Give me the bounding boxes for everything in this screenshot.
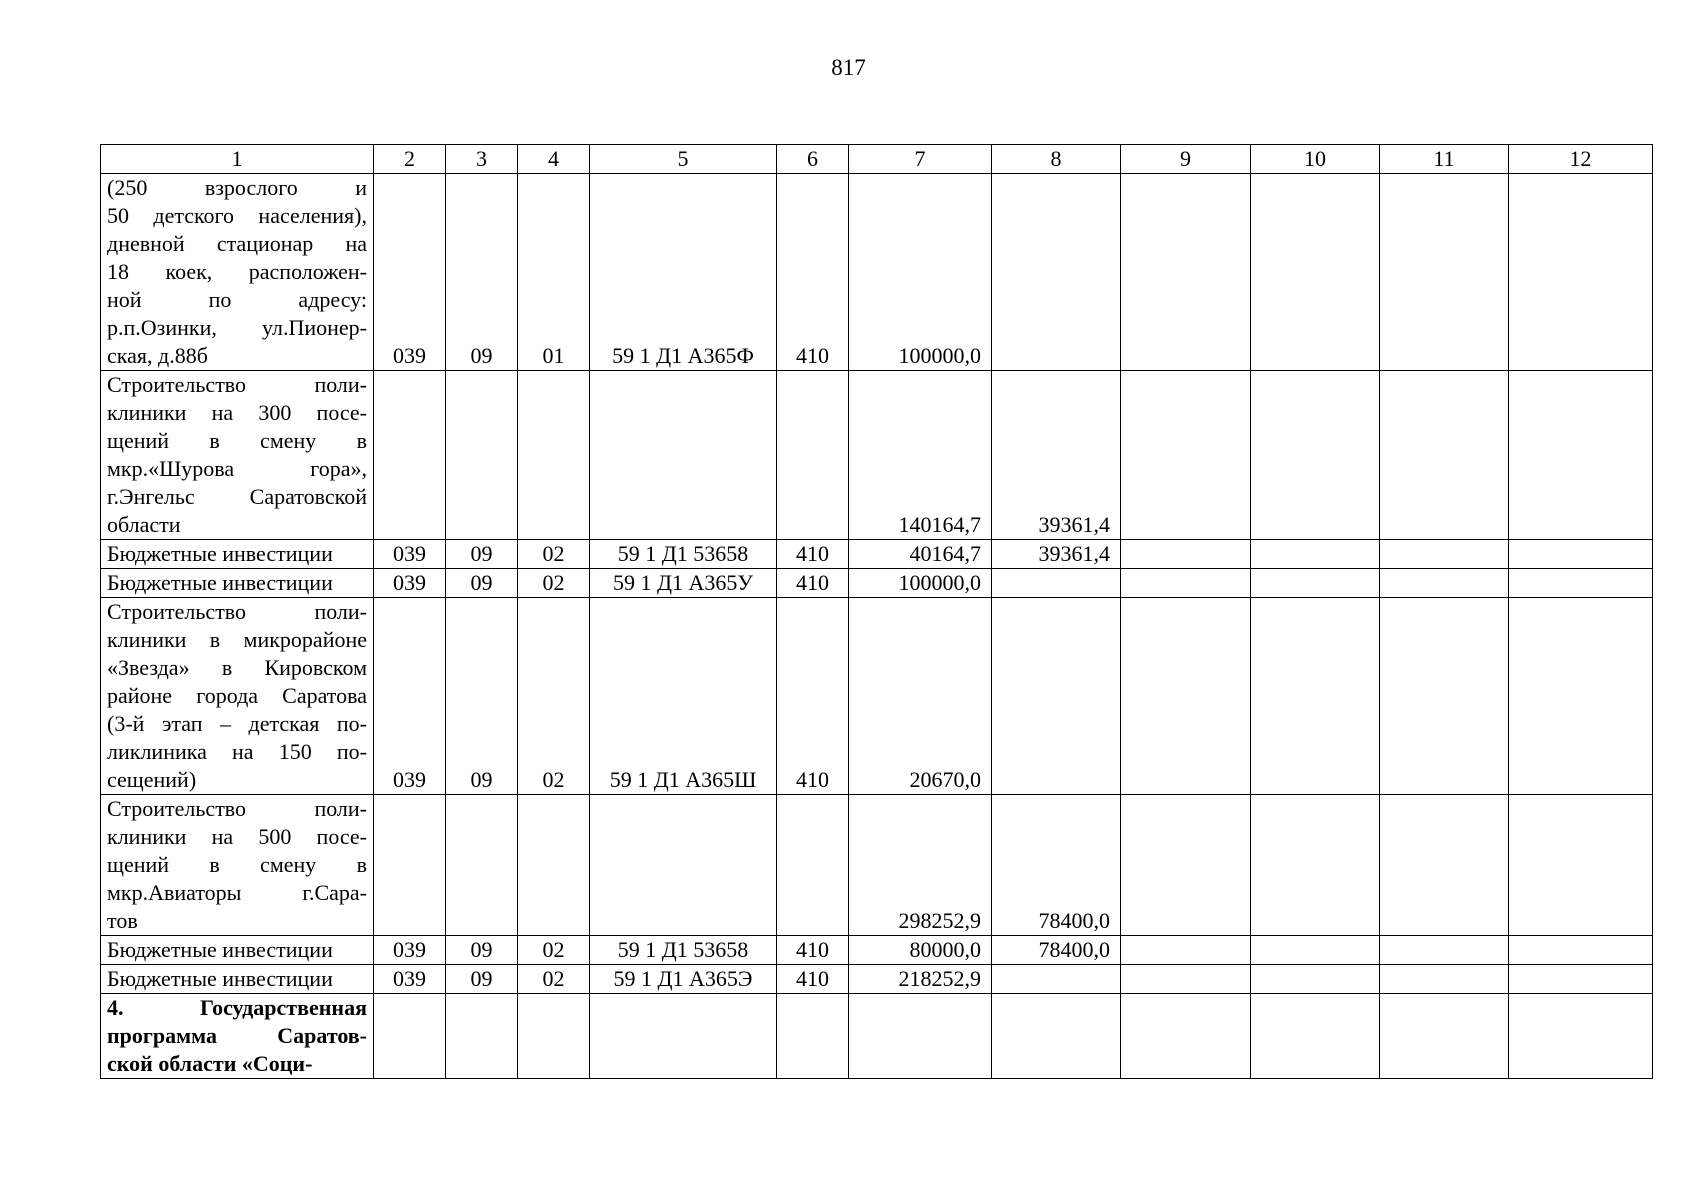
empty-cell-col12	[1509, 174, 1653, 371]
row-description	[101, 174, 374, 371]
section-code: 09	[446, 540, 518, 569]
amount-col7: 100000,0	[849, 569, 992, 598]
empty-cell-col9	[1121, 795, 1251, 936]
section-code	[446, 795, 518, 936]
section-code: 09	[446, 965, 518, 994]
amount-col8: 39361,4	[992, 540, 1121, 569]
column-header: 1	[101, 145, 374, 174]
section-code	[446, 994, 518, 1079]
description-line: ская, д.88б	[107, 343, 208, 368]
subsection-code	[518, 371, 590, 540]
description-line: 50 детского населения),	[107, 203, 367, 228]
description-line: Бюджетные инвестиции	[107, 570, 333, 595]
description-line: щений в смену в	[107, 428, 367, 453]
description-line: ликлиника на 150 по-	[107, 739, 367, 764]
column-header: 7	[849, 145, 992, 174]
section-code: 09	[446, 569, 518, 598]
description-line: «Звезда» в Кировском	[107, 655, 367, 680]
target-item-code	[590, 371, 777, 540]
description-line: сещений)	[107, 767, 197, 792]
empty-cell-col9	[1121, 994, 1251, 1079]
column-header: 10	[1251, 145, 1380, 174]
description-line: Строительство поли-	[107, 599, 367, 624]
expense-type-code	[777, 994, 849, 1079]
expense-type-code: 410	[777, 569, 849, 598]
column-header: 6	[777, 145, 849, 174]
section-code: 09	[446, 936, 518, 965]
description-line: мкр.Авиаторы г.Сара-	[107, 880, 367, 905]
empty-cell-col10	[1251, 569, 1380, 598]
amount-col8	[992, 174, 1121, 371]
description-line: клиники на 300 посе-	[107, 400, 367, 425]
row-description	[101, 569, 374, 598]
empty-cell-col11	[1380, 540, 1509, 569]
empty-cell-col10	[1251, 936, 1380, 965]
expense-type-code: 410	[777, 936, 849, 965]
empty-cell-col12	[1509, 965, 1653, 994]
subsection-code: 02	[518, 569, 590, 598]
amount-col8: 78400,0	[992, 936, 1121, 965]
empty-cell-col10	[1251, 598, 1380, 795]
target-item-code	[590, 795, 777, 936]
row-description	[101, 795, 374, 936]
table-row	[101, 598, 1653, 795]
empty-cell-col11	[1380, 936, 1509, 965]
description-line: Бюджетные инвестиции	[107, 541, 333, 566]
column-header: 3	[446, 145, 518, 174]
chapter-code	[374, 994, 446, 1079]
expense-type-code	[777, 371, 849, 540]
chapter-code: 039	[374, 965, 446, 994]
empty-cell-col12	[1509, 540, 1653, 569]
row-description	[101, 371, 374, 540]
chapter-code: 039	[374, 569, 446, 598]
row-description	[101, 965, 374, 994]
description-line: клиники на 500 посе-	[107, 824, 367, 849]
target-item-code: 59 1 Д1 53658	[590, 540, 777, 569]
empty-cell-col9	[1121, 598, 1251, 795]
section-code: 09	[446, 174, 518, 371]
page-number: 817	[831, 55, 866, 80]
column-header: 11	[1380, 145, 1509, 174]
subsection-code: 01	[518, 174, 590, 371]
description-line: щений в смену в	[107, 852, 367, 877]
row-description	[101, 540, 374, 569]
amount-col7: 40164,7	[849, 540, 992, 569]
chapter-code: 039	[374, 598, 446, 795]
description-line: 18 коек, расположен-	[107, 259, 367, 284]
description-line: дневной стационар на	[107, 231, 367, 256]
description-line: Бюджетные инвестиции	[107, 966, 333, 991]
empty-cell-col9	[1121, 569, 1251, 598]
table-row	[101, 965, 1653, 994]
empty-cell-col9	[1121, 540, 1251, 569]
chapter-code: 039	[374, 936, 446, 965]
row-description	[101, 994, 374, 1079]
amount-col7: 218252,9	[849, 965, 992, 994]
target-item-code: 59 1 Д1 А365Ф	[590, 174, 777, 371]
description-line: р.п.Озинки, ул.Пионер-	[107, 315, 367, 340]
table-row	[101, 540, 1653, 569]
description-line: области	[107, 512, 181, 537]
expense-type-code: 410	[777, 540, 849, 569]
empty-cell-col10	[1251, 994, 1380, 1079]
subsection-code: 02	[518, 540, 590, 569]
description-line: тов	[107, 908, 138, 933]
amount-col8: 78400,0	[992, 795, 1121, 936]
subsection-code: 02	[518, 598, 590, 795]
empty-cell-col10	[1251, 795, 1380, 936]
empty-cell-col10	[1251, 371, 1380, 540]
table-row	[101, 994, 1653, 1079]
section-code	[446, 371, 518, 540]
empty-cell-col11	[1380, 569, 1509, 598]
column-header: 4	[518, 145, 590, 174]
target-item-code: 59 1 Д1 А365Э	[590, 965, 777, 994]
table-row	[101, 569, 1653, 598]
column-header: 5	[590, 145, 777, 174]
table-header-row	[101, 145, 1653, 174]
empty-cell-col11	[1380, 994, 1509, 1079]
table-row	[101, 371, 1653, 540]
empty-cell-col9	[1121, 965, 1251, 994]
empty-cell-col10	[1251, 174, 1380, 371]
empty-cell-col12	[1509, 936, 1653, 965]
subsection-code	[518, 994, 590, 1079]
empty-cell-col12	[1509, 795, 1653, 936]
empty-cell-col12	[1509, 371, 1653, 540]
empty-cell-col9	[1121, 371, 1251, 540]
empty-cell-col10	[1251, 540, 1380, 569]
amount-col8	[992, 965, 1121, 994]
description-line: Строительство поли-	[107, 372, 367, 397]
expense-type-code: 410	[777, 598, 849, 795]
description-line: г.Энгельс Саратовской	[107, 484, 367, 509]
description-line: клиники в микрорайоне	[107, 627, 367, 652]
budget-table-body	[101, 145, 1653, 1079]
empty-cell-col11	[1380, 795, 1509, 936]
empty-cell-col11	[1380, 965, 1509, 994]
description-line: Бюджетные инвестиции	[107, 937, 333, 962]
expense-type-code	[777, 795, 849, 936]
empty-cell-col9	[1121, 174, 1251, 371]
amount-col7: 20670,0	[849, 598, 992, 795]
column-header: 9	[1121, 145, 1251, 174]
description-line: (3-й этап – детская по-	[107, 711, 367, 736]
table-row	[101, 936, 1653, 965]
subsection-code: 02	[518, 965, 590, 994]
amount-col7: 100000,0	[849, 174, 992, 371]
empty-cell-col12	[1509, 569, 1653, 598]
target-item-code	[590, 994, 777, 1079]
description-line: мкр.«Шурова гора»,	[107, 456, 367, 481]
target-item-code: 59 1 Д1 А365У	[590, 569, 777, 598]
description-line: 4. Государственная	[107, 995, 367, 1020]
column-header: 8	[992, 145, 1121, 174]
subsection-code: 02	[518, 936, 590, 965]
subsection-code	[518, 795, 590, 936]
amount-col7	[849, 994, 992, 1079]
description-line: (250 взрослого и	[107, 175, 367, 200]
section-code: 09	[446, 598, 518, 795]
budget-table	[100, 144, 1653, 1079]
chapter-code	[374, 371, 446, 540]
table-row	[101, 795, 1653, 936]
row-description	[101, 598, 374, 795]
description-line: ской области «Соци-	[107, 1051, 313, 1076]
chapter-code: 039	[374, 540, 446, 569]
description-line: Строительство поли-	[107, 796, 367, 821]
table-row	[101, 174, 1653, 371]
amount-col7: 298252,9	[849, 795, 992, 936]
column-header: 2	[374, 145, 446, 174]
empty-cell-col10	[1251, 965, 1380, 994]
expense-type-code: 410	[777, 965, 849, 994]
amount-col8	[992, 598, 1121, 795]
amount-col8	[992, 569, 1121, 598]
description-line: ной по адресу:	[107, 287, 367, 312]
target-item-code: 59 1 Д1 53658	[590, 936, 777, 965]
chapter-code	[374, 795, 446, 936]
empty-cell-col12	[1509, 598, 1653, 795]
amount-col8: 39361,4	[992, 371, 1121, 540]
empty-cell-col11	[1380, 174, 1509, 371]
amount-col7: 80000,0	[849, 936, 992, 965]
row-description	[101, 936, 374, 965]
empty-cell-col9	[1121, 936, 1251, 965]
column-header: 12	[1509, 145, 1653, 174]
description-line: районе города Саратова	[107, 683, 367, 708]
target-item-code: 59 1 Д1 А365Ш	[590, 598, 777, 795]
expense-type-code: 410	[777, 174, 849, 371]
amount-col7: 140164,7	[849, 371, 992, 540]
empty-cell-col11	[1380, 598, 1509, 795]
chapter-code: 039	[374, 174, 446, 371]
empty-cell-col12	[1509, 994, 1653, 1079]
description-line: программа Саратов-	[107, 1023, 367, 1048]
empty-cell-col11	[1380, 371, 1509, 540]
amount-col8	[992, 994, 1121, 1079]
